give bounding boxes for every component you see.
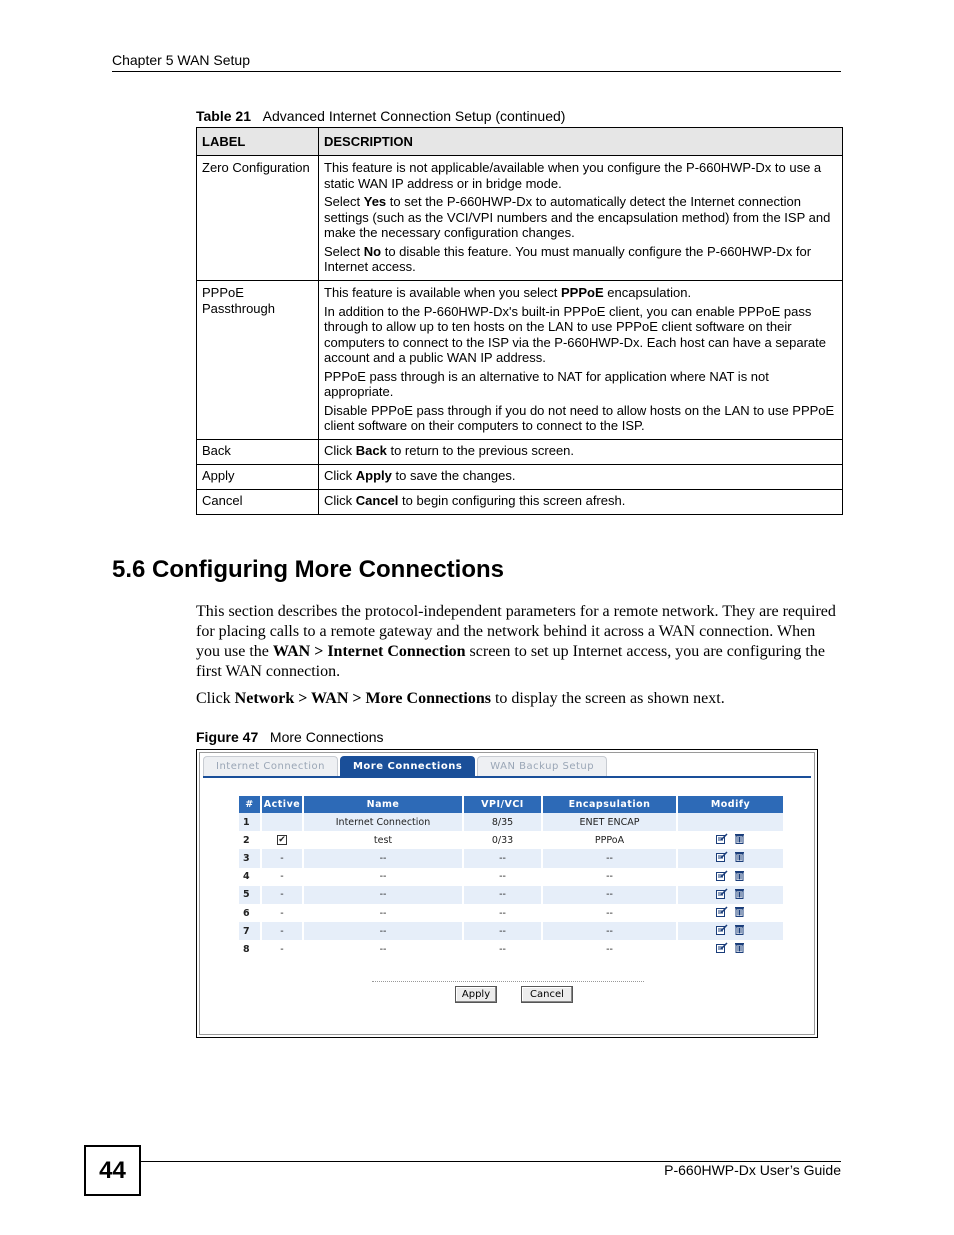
row-label: Back xyxy=(197,440,319,465)
body-paragraph: Click Network > WAN > More Connections to display the screen as shown next. xyxy=(196,690,725,707)
vpi-vci-value: -- xyxy=(464,868,543,886)
section-title: 5.6 Configuring More Connections xyxy=(112,556,505,583)
settings-table xyxy=(196,127,843,515)
row-number: 6 xyxy=(239,904,262,922)
modify-icons xyxy=(716,924,745,935)
row-description: Click Cancel to begin configuring this screen afresh. xyxy=(319,490,843,515)
tab-bar xyxy=(203,756,609,776)
vpi-vci-value: -- xyxy=(464,886,543,904)
connection-row xyxy=(239,849,785,867)
column-header-label: LABEL xyxy=(197,128,319,156)
vpi-vci-value: -- xyxy=(464,849,543,867)
edit-icon[interactable] xyxy=(716,942,728,953)
connection-name: -- xyxy=(304,904,464,922)
description-paragraph: PPPoE pass through is an alternative to NAT for application where NAT is not appropriate. xyxy=(324,368,769,399)
active-cell: - xyxy=(262,922,304,940)
row-description: Click Back to return to the previous screen. xyxy=(319,440,843,465)
row-number: 7 xyxy=(239,922,262,940)
screenshot-frame xyxy=(199,752,815,1035)
row-number: 2 xyxy=(239,831,262,849)
edit-icon[interactable] xyxy=(716,833,728,844)
tab-wan-backup-setup[interactable]: WAN Backup Setup xyxy=(477,756,607,776)
connection-row xyxy=(239,940,785,958)
modify-cell xyxy=(678,886,785,904)
connection-row xyxy=(239,831,785,849)
connection-name: Internet Connection xyxy=(304,813,464,831)
header-rule xyxy=(112,71,841,72)
vpi-vci-value: -- xyxy=(464,940,543,958)
body-paragraph: This section describes the protocol-independent parameters for a remote network. They are required for placing calls to a remote gateway and the network behind it across a WAN connection. When you use the WAN > Internet Connection screen to set up Internet access, you are configuring the first WAN connection. xyxy=(196,603,836,680)
encapsulation-value: -- xyxy=(543,940,678,958)
row-description xyxy=(319,281,843,440)
table-row xyxy=(197,440,843,465)
modify-cell xyxy=(678,940,785,958)
active-cell: - xyxy=(262,849,304,867)
connection-row xyxy=(239,904,785,922)
table-row xyxy=(197,465,843,490)
modify-icons xyxy=(716,942,745,953)
encapsulation-value: -- xyxy=(543,904,678,922)
table-caption xyxy=(196,108,565,124)
edit-icon[interactable] xyxy=(716,870,728,881)
delete-icon[interactable] xyxy=(734,924,745,935)
description-paragraph: This feature is not applicable/available when you configure the P-660HWP-Dx to use a static WAN IP address or in bridge mode. xyxy=(324,160,822,191)
active-cell: - xyxy=(262,904,304,922)
column-header-number: # xyxy=(239,796,262,813)
row-number: 3 xyxy=(239,849,262,867)
modify-icons xyxy=(716,833,745,844)
more-connections-screenshot xyxy=(196,749,818,1038)
connection-name: -- xyxy=(304,868,464,886)
active-cell: - xyxy=(262,886,304,904)
row-number: 1 xyxy=(239,813,262,831)
tab-underline xyxy=(203,776,811,778)
row-label: Apply xyxy=(197,465,319,490)
modify-cell xyxy=(678,868,785,886)
vpi-vci-value: 8/35 xyxy=(464,813,543,831)
connection-name: -- xyxy=(304,940,464,958)
guide-title: P-660HWP-Dx User’s Guide xyxy=(664,1162,841,1178)
table-caption-title: Advanced Internet Connection Setup (continued) xyxy=(262,108,566,124)
table-row xyxy=(197,490,843,515)
description-paragraph: This feature is available when you select PPPoE encapsulation. xyxy=(324,285,692,300)
vpi-vci-value: -- xyxy=(464,922,543,940)
encapsulation-value: -- xyxy=(543,868,678,886)
row-number: 4 xyxy=(239,868,262,886)
delete-icon[interactable] xyxy=(734,833,745,844)
table-header-row xyxy=(197,128,843,156)
figure-caption-title: More Connections xyxy=(269,729,384,745)
description-paragraph: Select No to disable this feature. You must manually configure the P-660HWP-Dx for Internet access. xyxy=(324,243,812,274)
connection-name: test xyxy=(304,831,464,849)
column-header-active: Active xyxy=(262,796,304,813)
active-cell: - xyxy=(262,940,304,958)
connection-row xyxy=(239,886,785,904)
edit-icon[interactable] xyxy=(716,906,728,917)
delete-icon[interactable] xyxy=(734,851,745,862)
encapsulation-value: PPPoA xyxy=(543,831,678,849)
tab-more-connections[interactable]: More Connections xyxy=(340,756,475,776)
table-row xyxy=(197,281,843,440)
row-number: 8 xyxy=(239,940,262,958)
vpi-vci-value: 0/33 xyxy=(464,831,543,849)
modify-cell xyxy=(678,831,785,849)
tab-internet-connection[interactable]: Internet Connection xyxy=(203,756,338,776)
column-header-vpi-vci: VPI/VCI xyxy=(464,796,543,813)
delete-icon[interactable] xyxy=(734,906,745,917)
cancel-button[interactable]: Cancel xyxy=(521,986,573,1003)
row-label: Zero Configuration xyxy=(197,156,319,281)
delete-icon[interactable] xyxy=(734,870,745,881)
description-paragraph: Disable PPPoE pass through if you do not need to allow hosts on the LAN to use PPPoE client software on their computers to connect to the ISP. xyxy=(324,402,835,433)
modify-cell xyxy=(678,813,785,831)
modify-icons xyxy=(716,888,745,899)
encapsulation-value: -- xyxy=(543,886,678,904)
column-header-description: DESCRIPTION xyxy=(319,128,843,156)
modify-cell xyxy=(678,904,785,922)
modify-icons xyxy=(716,851,745,862)
apply-button[interactable]: Apply xyxy=(455,986,497,1003)
encapsulation-value: -- xyxy=(543,922,678,940)
vpi-vci-value: -- xyxy=(464,904,543,922)
active-cell xyxy=(262,813,304,831)
active-cell: - xyxy=(262,868,304,886)
active-checkbox[interactable]: ✔ xyxy=(278,835,286,846)
page-number: 44 xyxy=(84,1145,141,1196)
connection-row xyxy=(239,868,785,886)
connection-row xyxy=(239,922,785,940)
connections-table xyxy=(239,796,785,959)
connection-row xyxy=(239,813,785,831)
description-paragraph: Select Yes to set the P-660HWP-Dx to automatically detect the Internet connection settings (such as the VCI/VPI numbers and the encapsulation method) from the ISP and make the necessary configuration changes. xyxy=(324,194,831,240)
row-description xyxy=(319,156,843,281)
row-description: Click Apply to save the changes. xyxy=(319,465,843,490)
delete-icon[interactable] xyxy=(734,942,745,953)
table-caption-number: Table 21 xyxy=(196,108,251,124)
connection-name: -- xyxy=(304,922,464,940)
grid-header-row xyxy=(239,796,785,813)
encapsulation-value: -- xyxy=(543,849,678,867)
figure-caption-number: Figure 47 xyxy=(196,729,259,745)
dotted-separator xyxy=(372,981,644,982)
row-label: Cancel xyxy=(197,490,319,515)
description-paragraph: In addition to the P-660HWP-Dx's built-in PPPoE client, you can enable PPPoE pass through to allow up to ten hosts on the LAN to use PPPoE client software on their computers to connect to the ISP via the P-660HWP-Dx. Each host can have a separate account and a public WAN IP address. xyxy=(324,303,826,365)
connection-name: -- xyxy=(304,886,464,904)
row-number: 5 xyxy=(239,886,262,904)
modify-icons xyxy=(716,906,745,917)
column-header-encapsulation: Encapsulation xyxy=(543,796,678,813)
connection-name: -- xyxy=(304,849,464,867)
table-row xyxy=(197,156,843,281)
column-header-modify: Modify xyxy=(678,796,785,813)
encapsulation-value: ENET ENCAP xyxy=(543,813,678,831)
modify-cell xyxy=(678,922,785,940)
active-cell xyxy=(262,831,304,849)
chapter-header: Chapter 5 WAN Setup xyxy=(112,52,250,68)
modify-icons xyxy=(716,870,745,881)
row-label: PPPoE Passthrough xyxy=(197,281,319,440)
edit-icon[interactable] xyxy=(716,924,728,935)
column-header-name: Name xyxy=(304,796,464,813)
modify-cell xyxy=(678,849,785,867)
edit-icon[interactable] xyxy=(716,888,728,899)
edit-icon[interactable] xyxy=(716,851,728,862)
figure-caption xyxy=(196,729,384,745)
delete-icon[interactable] xyxy=(734,888,745,899)
